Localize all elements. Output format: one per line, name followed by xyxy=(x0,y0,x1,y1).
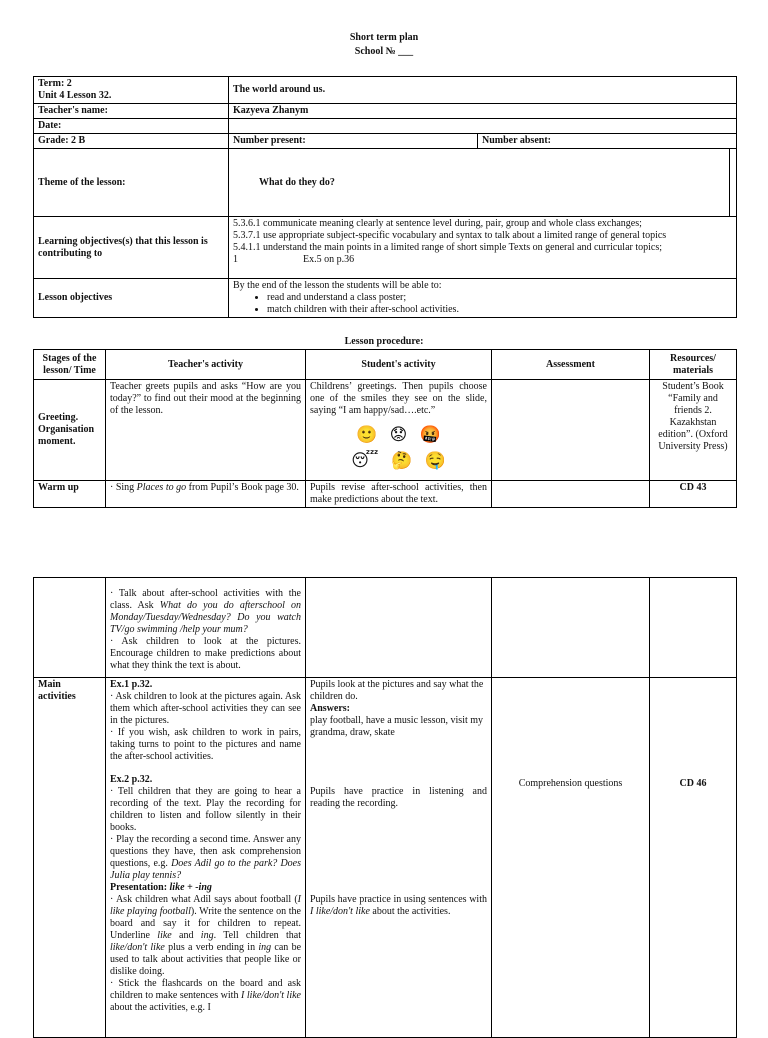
pres-text: · Stick the flashcards on the board and ask children to make sentences with xyxy=(110,978,301,1001)
objective-item: 5.3.7.1 use appropriate subject-specific vocabulary and syntax to talk about a limited range of general topics xyxy=(233,230,667,241)
ex2-step xyxy=(110,834,301,882)
song-title: Places to go xyxy=(136,482,187,493)
procedure-continued-table xyxy=(33,577,737,1038)
col-stages: Stages of the lesson/ Time xyxy=(34,350,106,380)
col-assessment: Assessment xyxy=(492,350,650,380)
term-unit-cell xyxy=(34,77,229,104)
school-number: School № ___ xyxy=(354,46,414,57)
unit-label: Unit 4 Lesson 32. xyxy=(38,90,112,101)
lesson-objectives-intro: By the end of the lesson the students will be able to: xyxy=(233,280,442,291)
greeting-student-text: Childrens’ greetings. Then pupils choose one of the smiles they see on the slide, saying “I am happy/sad….etc.” xyxy=(310,381,487,416)
ex2-title: Ex.2 p.32. xyxy=(110,774,153,785)
pres-word-ing: ing xyxy=(200,930,214,941)
ex2-questions: Does Adil go to the park? Does Julia play tennis? xyxy=(110,858,301,881)
warm-up-text: · Sing xyxy=(110,482,137,493)
stage-warm-up: Warm up xyxy=(34,481,106,508)
greeting-assessment xyxy=(492,380,650,481)
ex2-step: · Tell children that they are going to hear a recording of the text. Play the recording for children to listen and follow silently in their books. xyxy=(110,786,301,833)
pres-text: and xyxy=(171,930,201,941)
pres-text: can be used to talk about activities that people like or dislike doing. xyxy=(110,942,302,977)
number-absent-label: Number absent: xyxy=(478,134,737,149)
greeting-teacher-activity: Teacher greets pupils and asks “How are you today?” to find out their mood at the beginning of the lesson. xyxy=(106,380,306,481)
lesson-info-table xyxy=(33,76,737,318)
ex1-step: · If you wish, ask children to work in pairs, taking turns to point to the pictures and name the after-school activities. xyxy=(110,727,301,762)
talk-questions: What do you do afterschool on Monday/Tuesday/Wednesday? Do you watch TV/go swimming /help your mum? xyxy=(110,600,302,635)
st3-text: about the activities. xyxy=(369,906,451,917)
objective-item: 5.3.6.1 communicate meaning clearly at sentence level during, pair, group and whole class exchanges; xyxy=(233,218,642,229)
pres-text: · Ask children what Adil says about football ( xyxy=(110,894,298,905)
pres-text: plus a verb ending in xyxy=(164,942,259,953)
smiles-row xyxy=(310,422,487,474)
col-student-activity: Student's activity xyxy=(306,350,492,380)
pres-phrase: like/don't like xyxy=(110,942,165,953)
main-assessment: Comprehension questions xyxy=(492,678,650,1038)
presentation-step xyxy=(110,978,301,1014)
ex2-text: · Play the recording a second time. Answer any questions they have, then ask comprehension questions, e.g. xyxy=(110,834,301,869)
teacher-label: Teacher's name: xyxy=(34,104,229,119)
theme-spacer xyxy=(730,149,737,217)
pres-word-ing: ing xyxy=(258,942,272,953)
smile-angry-icon: 🤬 xyxy=(419,425,442,445)
pres-text: ). Write the sentence on the board and say it for children to repeat. Underline xyxy=(110,906,301,941)
lesson-procedure-title: Lesson procedure: xyxy=(344,336,424,347)
talk-about-activities xyxy=(110,588,301,636)
presentation-topic: like + -ing xyxy=(169,882,212,893)
pres-word-like: like xyxy=(157,930,172,941)
look-at-pictures: · Ask children to look at the pictures. Encourage children to make predictions about what they think the text is about. xyxy=(110,636,301,671)
st3-text: Pupils have practice in using sentences with xyxy=(310,894,487,905)
warm-up-student-activity: Pupils revise after-school activities, then make predictions about the text. xyxy=(306,481,492,508)
smile-sleepy-icon: 😴 xyxy=(351,451,379,471)
student-step: Pupils have practice in listening and reading the recording. xyxy=(310,786,487,809)
pres-example: I like playing football xyxy=(110,894,301,917)
continued-assessment xyxy=(492,578,650,678)
smile-happy-icon: 🙂 xyxy=(355,425,378,445)
teacher-name: Kazyeva Zhanym xyxy=(229,104,737,119)
continued-stage xyxy=(34,578,106,678)
objective-item: 1 Ex.5 on p.36 xyxy=(233,254,355,265)
smile-thinking-icon: 🤔 xyxy=(390,451,413,471)
student-step: Pupils look at the pictures and say what the children do. xyxy=(310,679,484,702)
warm-up-assessment xyxy=(492,481,650,508)
col-resources: Resources/ materials xyxy=(650,350,737,380)
presentation-step xyxy=(110,894,301,978)
number-present-label: Number present: xyxy=(229,134,478,149)
date-label: Date: xyxy=(34,119,229,134)
learning-objectives-list xyxy=(229,217,737,279)
greeting-resources: Student’s Book “Family and friends 2. Kazakhstan edition”. (Oxford University Press) xyxy=(650,380,737,481)
lesson-procedure-table xyxy=(33,349,737,508)
lesson-objectives-list xyxy=(233,292,732,316)
document-title: Short term plan xyxy=(349,32,419,43)
list-item: • match children with their after-school activities. xyxy=(267,304,732,316)
main-student-activity xyxy=(306,678,492,1038)
objective-item: 5.4.1.1 understand the main points in a limited range of short simple Texts on general and curricular topics; xyxy=(233,242,663,253)
pres-text: . Tell children that xyxy=(213,930,301,941)
learning-objectives-label: Learning objectives(s) that this lesson is contributing to xyxy=(34,217,229,279)
presentation-title xyxy=(110,882,301,894)
smile-drooling-icon: 🤤 xyxy=(424,451,446,471)
theme-label: Theme of the lesson: xyxy=(34,149,229,217)
st3-phrase: I like/don't like xyxy=(310,906,370,917)
list-item: • read and understand a class poster; xyxy=(267,292,732,304)
term-label: Term: 2 xyxy=(38,78,72,89)
grade-label: Grade: 2 B xyxy=(34,134,229,149)
answers-text: play football, have a music lesson, visit my grandma, draw, skate xyxy=(310,715,484,738)
continued-resources xyxy=(650,578,737,678)
date-value xyxy=(229,119,737,134)
warm-up-continued-teacher xyxy=(106,578,306,678)
lesson-objectives-label: Lesson objectives xyxy=(34,279,229,318)
presentation-label: Presentation: xyxy=(110,882,170,893)
stage-greeting: Greeting. Organisation moment. xyxy=(34,380,106,481)
warm-up-resources: CD 43 xyxy=(650,481,737,508)
warm-up-teacher-activity xyxy=(106,481,306,508)
pres-phrase: I like/don't like xyxy=(241,990,301,1001)
greeting-student-activity xyxy=(306,380,492,481)
pres-text: about the activities, e.g. I xyxy=(110,1002,211,1013)
main-teacher-activity xyxy=(106,678,306,1038)
continued-student xyxy=(306,578,492,678)
smile-worried-icon: 😟 xyxy=(389,425,408,445)
lesson-objectives-content xyxy=(229,279,737,318)
ex1-title: Ex.1 p.32. xyxy=(110,679,153,690)
theme-value: What do they do? xyxy=(229,149,730,217)
unit-title: The world around us. xyxy=(229,77,737,104)
student-step xyxy=(310,894,487,918)
answers-label: Answers: xyxy=(310,703,350,714)
col-teacher-activity: Teacher's activity xyxy=(106,350,306,380)
main-resources: CD 46 xyxy=(650,678,737,1038)
talk-text: · Talk about after-school activities with the class. Ask xyxy=(110,588,301,611)
stage-main-activities: Main activities xyxy=(34,678,106,1038)
ex1-step: · Ask children to look at the pictures again. Ask them which after-school activities they can see in the pictures. xyxy=(110,691,301,726)
warm-up-text: from Pupil’s Book page 30. xyxy=(186,482,299,493)
